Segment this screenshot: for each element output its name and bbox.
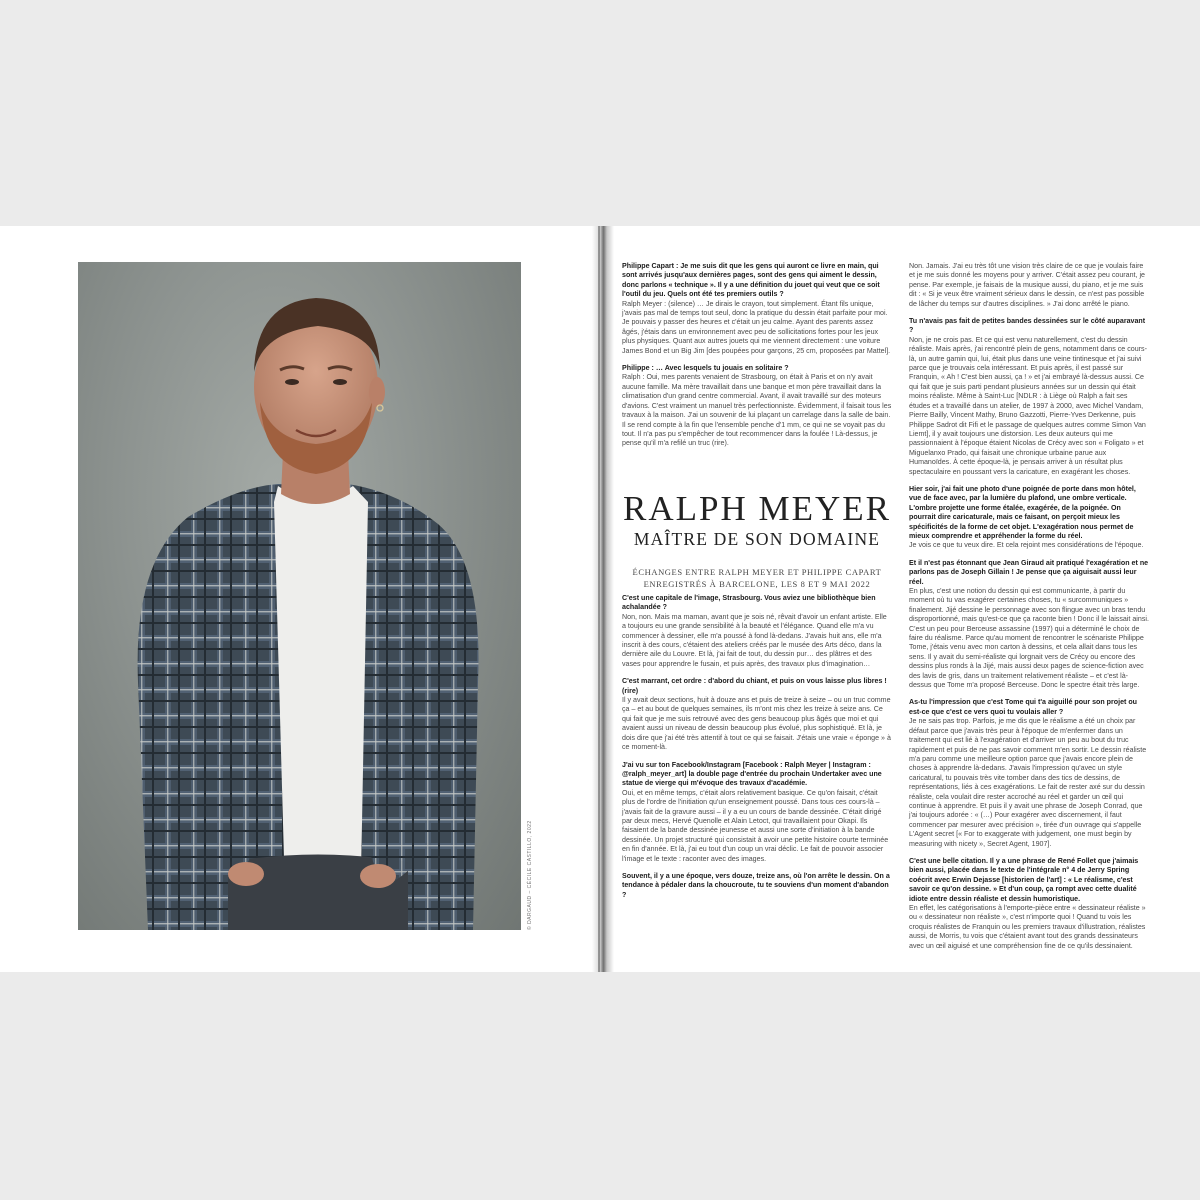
interview-answer: Je ne sais pas trop. Parfois, je me dis que le réalisme a été un choix par défaut parce que j'avais très peur à l'époque de m'enfermer dans un traitement qui est lié à l'exagération et d'arriver un peu au bout du truc rapidement et puis de ne pas savoir comment m'en sortir. Le dessin réaliste m'a paru comme une meilleure option parce que j'avais encore plein de choses à apprendre là-dedans. J'avais l'impression qu'avec un style caricatural, tu pouvais très vite tomber dans des tics de dessins, de représentations, liés à ces exagérations. Le fait de rester axé sur du dessin réaliste, cela voulait dire rester accroché au réel et garder un œil qui continue à apprendre. Et puis il y avait une phrase de Joseph Conrad, que j'ai toujours adorée : « (…) Pour exagérer avec discernement, il faut commencer par mesurer avec précision », tirée d'un ouvrage qui s'appelle L'Agent secret [« For to exaggerate with judgement, one must begin by measuring with nicety », Secret Agent, 1907]. <box>909 717 1147 848</box>
interview-question: Philippe : … Avec lesquels tu jouais en solitaire ? <box>622 364 789 373</box>
interview-question: Et il n'est pas étonnant que Jean Giraud ait pratiqué l'exagération et ne parlons pas de Joseph Gillain ! Je pense que ça aiguisait aussi leur réel. <box>909 558 1149 586</box>
interview-column-1-top <box>622 262 892 457</box>
interview-answer: Ralph : Oui, mes parents venaient de Strasbourg, on était à Paris et on n'y avait aucune famille. Ma mère travaillait dans une banque et mon père travaillait dans la climatisation d'un grand centre commercial. Avant, il avait travaillé sur des moteurs d'avions. C'est vraiment un manuel très perfectionniste. Évidemment, il faisait tous les travaux à la maison. J'ai un souvenir de lui plaçant un carrelage dans la salle de bain. Il se rend compte à la fin que l'ensemble penche d'1 mm, ce qui ne se voyait pas du tout. Il n'a pas pu s'empêcher de tout recommencer dans la foulée ! Là-dessus, je pense qu'il m'a refilé un truc (rire). <box>622 373 892 448</box>
interview-question: As-tu l'impression que c'est Tome qui t'a aiguillé pour son projet ou est-ce que c'est ce vers quoi tu voulais aller ? <box>909 698 1138 716</box>
interview-answer: Oui, et en même temps, c'était alors relativement basique. Ce qu'on faisait, c'était plus de l'ordre de l'initiation qu'un enseignement poussé. Dans tous ces cours-là – j'avais fait de la gravure aussi – il y a eu un cours de bande dessinée. C'était dirigé par deux mecs, Hervé Quenolle et Alain Letoct, qui travaillaient pour Okapi. Ils faisaient de la bande dessinée jeunesse et aussi une sorte d'initiation à la bande dessinée. Un projet structuré qui consistait à avoir une petite histoire courte terminée en fin d'année. Et là, j'ai eu tout d'un coup un vrai déclic. Le fait de pouvoir associer l'image et le texte : raconter avec des images. <box>622 788 889 863</box>
interview-column-1-bottom <box>622 594 892 908</box>
interview-answer: Non. Jamais. J'ai eu très tôt une vision très claire de ce que je voulais faire et je me suis donné les moyens pour y arriver. C'était assez peu courant, je pense. Par exemple, je faisais de la musique aussi, du piano, et je me suis dit : « Si je veux être vraiment sérieux dans le dessin, ce n'est pas possible de lâcher du temps sur d'autres disciplines. » J'ai donc arrêté le piano. <box>909 262 1145 308</box>
interview-question: C'est une capitale de l'image, Strasbourg. Vous aviez une bibliothèque bien achalandée ? <box>622 594 876 612</box>
portrait-photo <box>78 262 521 930</box>
page-gutter <box>592 226 614 972</box>
interview-question: Tu n'avais pas fait de petites bandes dessinées sur le côté auparavant ? <box>909 317 1146 335</box>
interview-question: J'ai vu sur ton Facebook/Instagram [Facebook : Ralph Meyer | Instagram : @ralph_meyer_art] la double page d'entrée du prochain Undertaker avec une statue de vierge qui m'évoque des travaux d'académie. <box>622 760 882 788</box>
interview-question: Souvent, il y a une époque, vers douze, treize ans, où l'on arrête le dessin. On a tendance à pédaler dans la choucroute, tu te souviens d'un moment d'abandon ? <box>622 871 890 899</box>
interview-answer: Non, je ne crois pas. Et ce qui est venu naturellement, c'est du dessin réaliste. Mais après, j'ai rencontré plein de gens, notamment dans ce cours-là, un autre gamin qui, lui, était plus dans une veine tintinesque et j'ai suivi parce que je trouvais cela intéressant. Et puis après, il est passé sur Franquin, « Ah ! C'est bien aussi, ça ! » et j'ai embrayé là-dessus aussi. Ce qui fait que je suis parti pendant plusieurs années sur un dessin qui était moins réaliste. Même à Saint-Luc [NDLR : à Liège où Ralph a fait ses études et a travaillé dans un atelier, de 1997 à 2000, avec Michel Vandam, Pierre Bailly, Vincent Mathy, Bruno Gazzotti, Pierre-Yves Derkenne, puis Philippe Sadrot dit Fifi et le passage de quelques autres comme Simon Van Liemt], il y avait toujours une distorsion. Les deux auteurs qui me passionnaient à l'époque étaient Nicolas de Crécy avec son « Foligato » et Miguelanxo Prado, qui faisait une chronique urbaine parue aux Humanoïdes. À cette époque-là, je pensais arriver à un résultat plus spectaculaire en poussant vers la caricature, en exagérant les choses. <box>909 335 1147 476</box>
article-title-block <box>622 490 892 590</box>
interview-question: Hier soir, j'ai fait une photo d'une poignée de porte dans mon hôtel, vue de face avec, par la lumière du plafond, une ombre verticale. L'ombre projette une forme étalée, exagérée, de la poignée. On pourrait dire caricaturale, mais ce faisant, on perçoit mieux les spécificités de la forme de cet objet. L'exagération nous permet de mieux comprendre et appréhender la forme du réel. <box>909 484 1136 540</box>
article-title: RALPH MEYER <box>623 489 891 528</box>
interview-answer: En plus, c'est une notion du dessin qui est communicante, à partir du moment où tu vas exagérer certaines choses, tu « surcommuniques » finalement. Jijé dessine le personnage avec son flingue avec un bras tendu disproportionné, mais qu'est-ce que ça raconte bien ! Donc il le laissait ainsi. C'est un peu pour Berceuse assassine (1997) qui a déterminé le choix de faire du réalisme. Parce qu'au moment de rencontrer le scénariste Philippe Tome, j'étais venu avec mon carton à dessins, et cela allait dans tous les sens. Il y avait du semi-réaliste qui lorgnait vers de Crécy ou encore des dessins plus ronds à la Jijé, mais aussi deux pages de science-fiction avec des lavis de gris, dans un traitement relativement réaliste – et c'est là-dessus que Tome m'a proposé Berceuse. Donc le spectre était très large. <box>909 587 1149 690</box>
interview-answer: Ralph Meyer : (silence) … Je dirais le crayon, tout simplement. Étant fils unique, j'avais pas mal de temps tout seul, donc la pratique du dessin était parfaite pour moi. Je pouvais y passer des heures et c'était un jeu calme. Ayant des parents assez âgés, j'étais dans un environnement avec peu de sollicitations fortes pour les jeux plus physiques. Quant aux autres jouets qui me viennent directement : une voiture James Bond et un Big Jim [des poupées pour garçons, 25 cm, proposées par Mattel]. <box>622 299 891 355</box>
page-fold-line <box>598 226 600 972</box>
interview-answer: Non, non. Mais ma maman, avant que je sois né, rêvait d'avoir un enfant artiste. Elle a toujours eu une grande sensibilité à la beauté et l'élégance. Quand elle m'a vu commencer à dessiner, elle m'a poussé à fond là-dedans. J'avais huit ans, elle m'a inscrit à des cours, c'étaient des ateliers créés par le musée des Arts déco, dans la dernière aile du Louvre. Et là, j'ai fait de tout, du dessin pur… des plâtres et des vases pour apprendre le fusain, et puis après, des travaux plus d'imagination… <box>622 612 887 668</box>
interview-question: C'est une belle citation. Il y a une phrase de René Follet que j'aimais bien aussi, placée dans le texte de l'intégrale n° 4 de Jerry Spring coécrit avec Erwin Dejasse [historien de l'art] : « Le réalisme, c'est savoir ce qu'on dessine. » Et d'un coup, ça rompt avec cette dualité idiote entre dessin réaliste et dessin humoristique. <box>909 856 1139 903</box>
article-intro <box>622 566 892 590</box>
interview-question: Philippe Capart : Je me suis dit que les gens qui auront ce livre en main, qui sont arrivés jusqu'aux dernières pages, sont des gens qui aiment le dessin, donc parlons « technique ». Il y a une définition du jouet qui veut que ce soit l'outil du jeu. Quels ont été tes premiers outils ? <box>622 262 880 299</box>
interview-answer: Je vois ce que tu veux dire. Et cela rejoint mes considérations de l'époque. <box>909 541 1144 550</box>
article-intro-line-2: ENREGISTRÉS À BARCELONE, LES 8 ET 9 MAI 2022 <box>643 579 871 589</box>
interview-question: C'est marrant, cet ordre : d'abord du chiant, et puis on vous laisse plus libres ! (rire) <box>622 677 887 695</box>
article-subtitle: MAÎTRE DE SON DOMAINE <box>633 529 881 549</box>
interview-answer: Il y avait deux sections, huit à douze ans et puis de treize à seize – ou un truc comme ça – et au bout de quelques semaines, ils m'ont mis chez les treize à seize ans. Ce qui fait que je me suis retrouvé avec des gens beaucoup plus âgés que moi et qui avaient aussi un niveau de dessin beaucoup plus évolué, plus sophistiqué. Et là, je dois dire que j'ai été très attentif à tout ce qui se faisait. J'étais une vraie « éponge » à ce moment-là. <box>622 696 891 752</box>
portrait-illustration <box>78 262 521 930</box>
interview-column-2 <box>909 262 1149 959</box>
interview-answer: En effet, les catégorisations à l'emporte-pièce entre « dessinateur réaliste » ou « dessinateur non réaliste », c'est n'importe quoi ! Quand tu vois les croquis réalistes de Franquin ou les premiers travaux d'illustration, réalistes aussi, de Morris, tu vois que c'étaient avant tout des grands dessinateurs avec un œil aiguisé et une compréhension fine de ce qu'ils dessinaient. <box>909 904 1146 950</box>
photo-credit: © DARGAUD – CÉCILE CASTILLO, 2022 <box>527 820 533 930</box>
article-intro-line-1: ÉCHANGES ENTRE RALPH MEYER ET PHILIPPE CAPART <box>632 567 882 577</box>
